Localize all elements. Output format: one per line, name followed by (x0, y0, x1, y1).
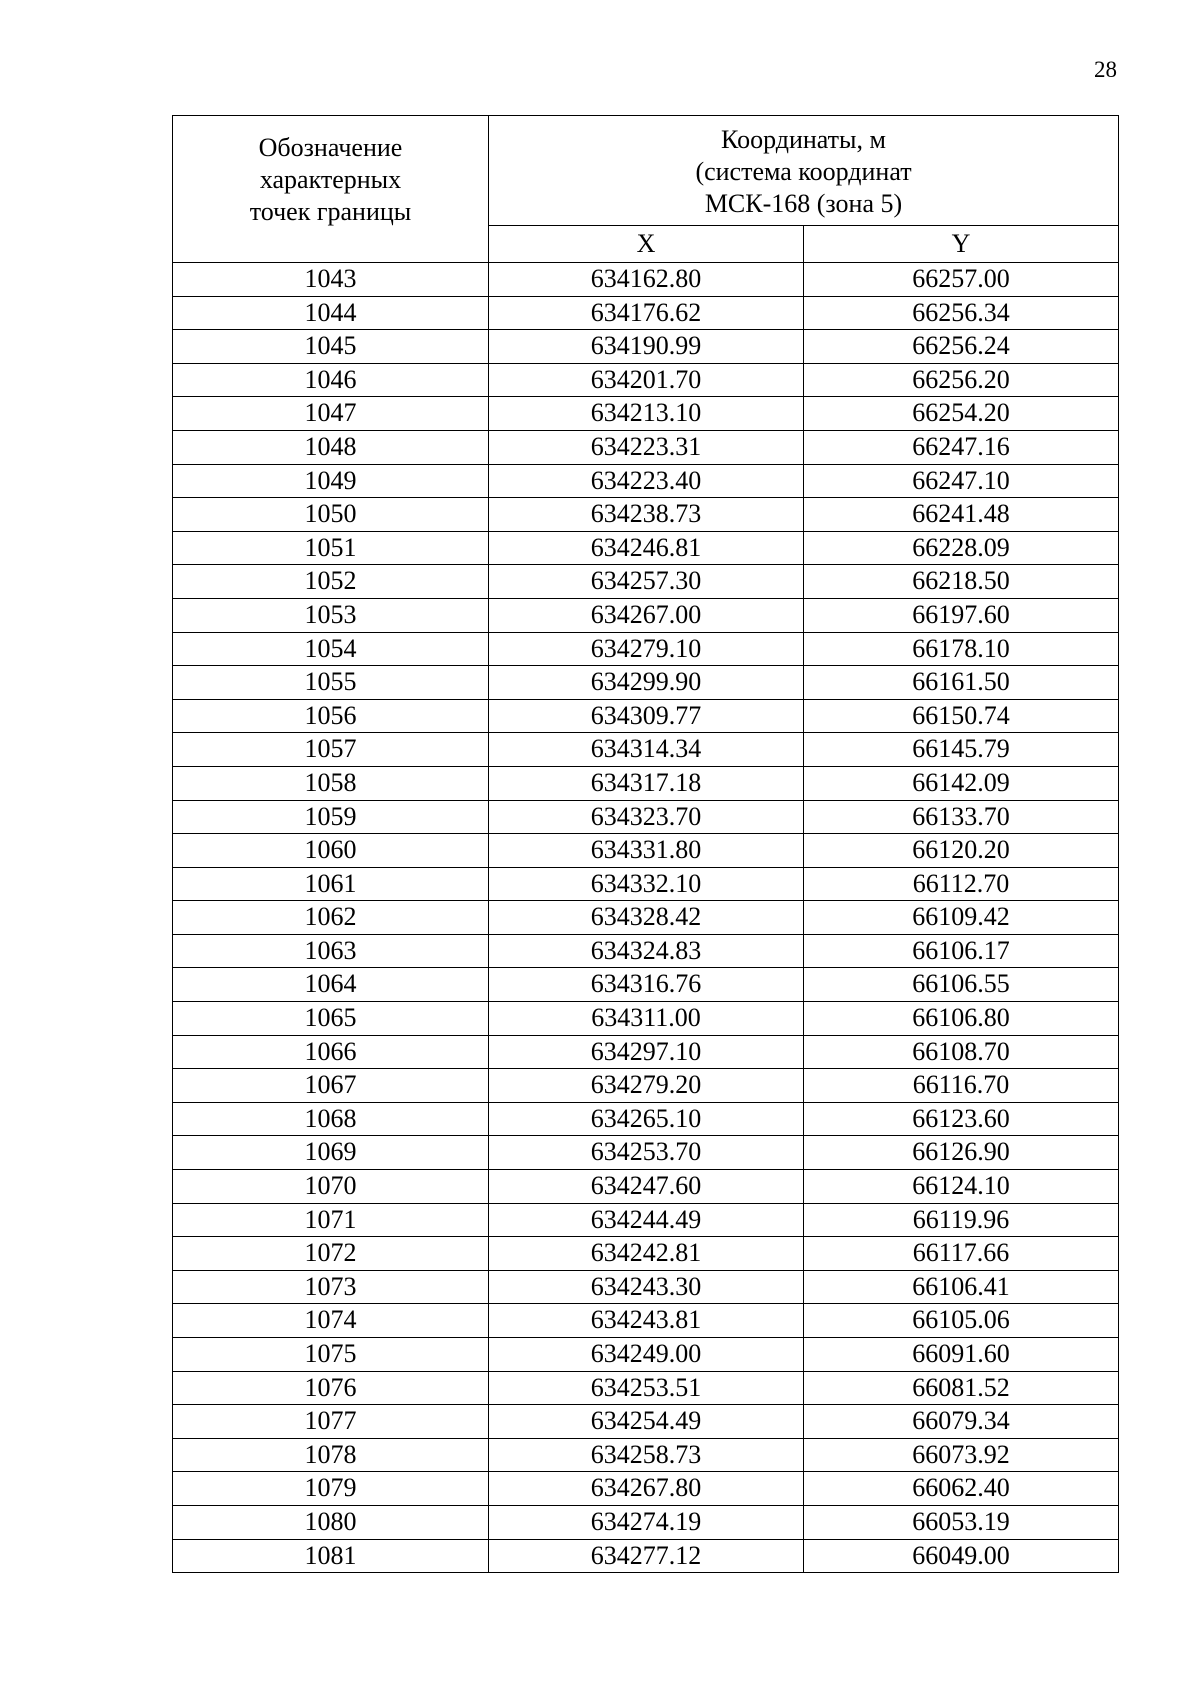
table-row (173, 934, 1119, 968)
table-row (173, 1539, 1119, 1573)
y-column-header: Y (804, 225, 1119, 262)
table-row (173, 699, 1119, 733)
y-coordinate-cell: 66161.50 (804, 666, 1119, 700)
y-coordinate-cell: 66142.09 (804, 766, 1119, 800)
table-row (173, 632, 1119, 666)
point-cell: 1044 (173, 296, 489, 330)
table-row (173, 1069, 1119, 1103)
point-cell: 1051 (173, 531, 489, 565)
y-coordinate-cell: 66256.20 (804, 363, 1119, 397)
x-coordinate-cell: 634242.81 (489, 1237, 804, 1271)
y-coordinate-cell: 66133.70 (804, 800, 1119, 834)
y-coordinate-cell: 66116.70 (804, 1069, 1119, 1103)
table-row (173, 1203, 1119, 1237)
x-coordinate-cell: 634267.80 (489, 1472, 804, 1506)
coordinates-table (172, 115, 1119, 1573)
table-row (173, 867, 1119, 901)
table-row (173, 1304, 1119, 1338)
point-cell: 1057 (173, 733, 489, 767)
table-row (173, 430, 1119, 464)
x-coordinate-cell: 634277.12 (489, 1539, 804, 1573)
y-coordinate-cell: 66254.20 (804, 397, 1119, 431)
table-row (173, 531, 1119, 565)
table-row (173, 1102, 1119, 1136)
point-cell: 1064 (173, 968, 489, 1002)
point-cell: 1071 (173, 1203, 489, 1237)
table-row (173, 565, 1119, 599)
point-cell: 1056 (173, 699, 489, 733)
point-cell: 1076 (173, 1371, 489, 1405)
point-cell: 1061 (173, 867, 489, 901)
designation-header-line: характерных (259, 165, 402, 194)
designation-header-line: Обозначение (258, 133, 403, 162)
point-cell: 1050 (173, 498, 489, 532)
point-cell: 1067 (173, 1069, 489, 1103)
x-coordinate-cell: 634331.80 (489, 834, 804, 868)
table-row (173, 296, 1119, 330)
y-coordinate-cell: 66106.80 (804, 1002, 1119, 1036)
y-coordinate-cell: 66112.70 (804, 867, 1119, 901)
point-cell: 1080 (173, 1505, 489, 1539)
y-coordinate-cell: 66126.90 (804, 1136, 1119, 1170)
point-cell: 1065 (173, 1002, 489, 1036)
y-coordinate-cell: 66117.66 (804, 1237, 1119, 1271)
x-coordinate-cell: 634324.83 (489, 934, 804, 968)
designation-header (173, 116, 489, 263)
point-cell: 1045 (173, 330, 489, 364)
x-coordinate-cell: 634247.60 (489, 1170, 804, 1204)
y-coordinate-cell: 66150.74 (804, 699, 1119, 733)
x-coordinate-cell: 634257.30 (489, 565, 804, 599)
table-row (173, 834, 1119, 868)
x-coordinate-cell: 634213.10 (489, 397, 804, 431)
x-coordinate-cell: 634244.49 (489, 1203, 804, 1237)
y-coordinate-cell: 66247.10 (804, 464, 1119, 498)
x-coordinate-cell: 634299.90 (489, 666, 804, 700)
y-coordinate-cell: 66073.92 (804, 1438, 1119, 1472)
x-coordinate-cell: 634332.10 (489, 867, 804, 901)
x-coordinate-cell: 634311.00 (489, 1002, 804, 1036)
table-row (173, 1472, 1119, 1506)
y-coordinate-cell: 66247.16 (804, 430, 1119, 464)
x-coordinate-cell: 634253.51 (489, 1371, 804, 1405)
coordinates-header (489, 116, 1119, 226)
x-column-header: X (489, 225, 804, 262)
table-row (173, 1136, 1119, 1170)
table-row (173, 1371, 1119, 1405)
y-coordinate-cell: 66241.48 (804, 498, 1119, 532)
table-row (173, 766, 1119, 800)
point-cell: 1069 (173, 1136, 489, 1170)
point-cell: 1078 (173, 1438, 489, 1472)
x-coordinate-cell: 634279.10 (489, 632, 804, 666)
x-coordinate-cell: 634317.18 (489, 766, 804, 800)
table-body (173, 263, 1119, 1573)
x-coordinate-cell: 634246.81 (489, 531, 804, 565)
y-coordinate-cell: 66256.34 (804, 296, 1119, 330)
x-coordinate-cell: 634176.62 (489, 296, 804, 330)
y-coordinate-cell: 66106.17 (804, 934, 1119, 968)
x-coordinate-cell: 634223.40 (489, 464, 804, 498)
point-cell: 1063 (173, 934, 489, 968)
point-cell: 1062 (173, 901, 489, 935)
table-row (173, 1338, 1119, 1372)
table-row (173, 800, 1119, 834)
point-cell: 1046 (173, 363, 489, 397)
table-row (173, 968, 1119, 1002)
point-cell: 1072 (173, 1237, 489, 1271)
x-coordinate-cell: 634190.99 (489, 330, 804, 364)
y-coordinate-cell: 66106.55 (804, 968, 1119, 1002)
x-coordinate-cell: 634223.31 (489, 430, 804, 464)
point-cell: 1068 (173, 1102, 489, 1136)
table-row (173, 330, 1119, 364)
table-row (173, 1035, 1119, 1069)
y-coordinate-cell: 66108.70 (804, 1035, 1119, 1069)
y-coordinate-cell: 66197.60 (804, 598, 1119, 632)
y-coordinate-cell: 66218.50 (804, 565, 1119, 599)
y-coordinate-cell: 66081.52 (804, 1371, 1119, 1405)
y-coordinate-cell: 66106.41 (804, 1270, 1119, 1304)
table-row (173, 1237, 1119, 1271)
coordinates-header-line: (система координат (695, 157, 912, 187)
x-coordinate-cell: 634309.77 (489, 699, 804, 733)
point-cell: 1053 (173, 598, 489, 632)
y-coordinate-cell: 66119.96 (804, 1203, 1119, 1237)
y-coordinate-cell: 66145.79 (804, 733, 1119, 767)
table-row (173, 1270, 1119, 1304)
x-coordinate-cell: 634267.00 (489, 598, 804, 632)
x-coordinate-cell: 634238.73 (489, 498, 804, 532)
point-cell: 1079 (173, 1472, 489, 1506)
point-cell: 1059 (173, 800, 489, 834)
x-coordinate-cell: 634323.70 (489, 800, 804, 834)
page-number: 28 (1094, 57, 1117, 82)
x-coordinate-cell: 634254.49 (489, 1405, 804, 1439)
x-coordinate-cell: 634265.10 (489, 1102, 804, 1136)
x-coordinate-cell: 634297.10 (489, 1035, 804, 1069)
table-row (173, 498, 1119, 532)
point-cell: 1060 (173, 834, 489, 868)
table-row (173, 1002, 1119, 1036)
x-coordinate-cell: 634258.73 (489, 1438, 804, 1472)
y-coordinate-cell: 66256.24 (804, 330, 1119, 364)
y-coordinate-cell: 66079.34 (804, 1405, 1119, 1439)
x-coordinate-cell: 634201.70 (489, 363, 804, 397)
point-cell: 1058 (173, 766, 489, 800)
table-row (173, 464, 1119, 498)
y-coordinate-cell: 66228.09 (804, 531, 1119, 565)
point-cell: 1049 (173, 464, 489, 498)
y-coordinate-cell: 66124.10 (804, 1170, 1119, 1204)
point-cell: 1070 (173, 1170, 489, 1204)
point-cell: 1048 (173, 430, 489, 464)
coordinates-header-line: МСК-168 (зона 5) (704, 189, 903, 219)
y-coordinate-cell: 66109.42 (804, 901, 1119, 935)
table-row (173, 1170, 1119, 1204)
point-cell: 1052 (173, 565, 489, 599)
point-cell: 1075 (173, 1338, 489, 1372)
table-row (173, 263, 1119, 297)
x-coordinate-cell: 634253.70 (489, 1136, 804, 1170)
point-cell: 1054 (173, 632, 489, 666)
x-coordinate-cell: 634279.20 (489, 1069, 804, 1103)
y-coordinate-cell: 66049.00 (804, 1539, 1119, 1573)
x-coordinate-cell: 634274.19 (489, 1505, 804, 1539)
x-coordinate-cell: 634243.30 (489, 1270, 804, 1304)
y-coordinate-cell: 66053.19 (804, 1505, 1119, 1539)
point-cell: 1047 (173, 397, 489, 431)
table-row (173, 666, 1119, 700)
point-cell: 1043 (173, 263, 489, 297)
table-row (173, 397, 1119, 431)
point-cell: 1074 (173, 1304, 489, 1338)
y-coordinate-cell: 66105.06 (804, 1304, 1119, 1338)
y-coordinate-cell: 66091.60 (804, 1338, 1119, 1372)
point-cell: 1055 (173, 666, 489, 700)
y-coordinate-cell: 66062.40 (804, 1472, 1119, 1506)
table-row (173, 1438, 1119, 1472)
table-row (173, 1505, 1119, 1539)
designation-header-line: точек границы (249, 197, 412, 226)
table-row (173, 363, 1119, 397)
coordinates-header-line: Координаты, м (721, 125, 886, 155)
table-header (173, 116, 1119, 263)
x-coordinate-cell: 634328.42 (489, 901, 804, 935)
table-row (173, 901, 1119, 935)
x-coordinate-cell: 634316.76 (489, 968, 804, 1002)
x-coordinate-cell: 634314.34 (489, 733, 804, 767)
table-row (173, 1405, 1119, 1439)
point-cell: 1073 (173, 1270, 489, 1304)
y-coordinate-cell: 66120.20 (804, 834, 1119, 868)
point-cell: 1077 (173, 1405, 489, 1439)
x-coordinate-cell: 634162.80 (489, 263, 804, 297)
y-coordinate-cell: 66123.60 (804, 1102, 1119, 1136)
point-cell: 1081 (173, 1539, 489, 1573)
point-cell: 1066 (173, 1035, 489, 1069)
x-coordinate-cell: 634243.81 (489, 1304, 804, 1338)
y-coordinate-cell: 66178.10 (804, 632, 1119, 666)
y-coordinate-cell: 66257.00 (804, 263, 1119, 297)
table-row (173, 733, 1119, 767)
table-row (173, 598, 1119, 632)
x-coordinate-cell: 634249.00 (489, 1338, 804, 1372)
